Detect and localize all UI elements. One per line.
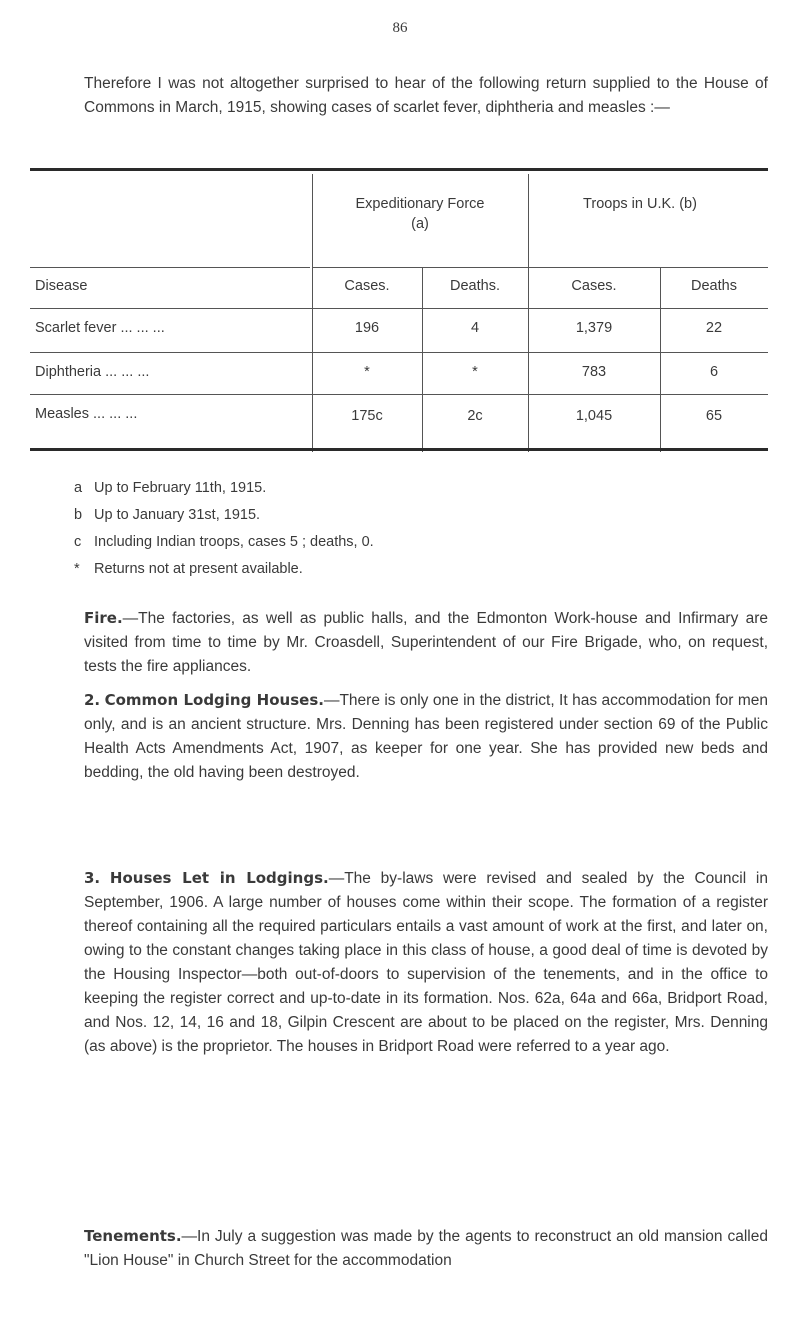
footnote: b Up to January 31st, 1915.	[74, 506, 261, 523]
column-header-uk-deaths: Deaths	[691, 278, 737, 294]
table-cell: 22	[705, 320, 723, 336]
table-cell: 1,379	[575, 320, 613, 336]
fire-heading: Fire.	[84, 609, 123, 627]
header-rule	[313, 267, 768, 268]
column-header-disease: Disease	[35, 278, 88, 294]
table-footnotes	[74, 474, 764, 582]
intro-paragraph: Therefore I was not altogether surprised to hear of the following return supplied to the House of Commons in March, 1915, showing cases of scarlet fever, diphtheria and measles :—	[84, 75, 768, 116]
table-cell: 6	[709, 364, 719, 380]
row-rule	[30, 394, 768, 395]
table-cell: *	[472, 364, 478, 380]
column-header-uk-cases: Cases.	[571, 278, 617, 294]
troops-uk-header: Troops in U.K. (b)	[583, 196, 697, 212]
table-top-rule	[30, 168, 768, 171]
footnote: a Up to February 11th, 1915.	[74, 479, 267, 496]
tenements-heading: Tenements.	[84, 1227, 182, 1245]
table-cell: *	[364, 364, 370, 380]
table-cell: 65	[705, 408, 723, 424]
houses-let-in-lodgings-heading: Houses Let in Lodgings.	[109, 869, 329, 887]
column-header-ef-deaths: Deaths.	[450, 278, 500, 294]
table-cell: 783	[581, 364, 607, 380]
table-cell: 196	[354, 320, 380, 336]
tenements-paragraph: Tenements.—In July a suggestion was made by the agents to reconstruct an old mansion called "Lion House" in Church Street for the accommodation	[84, 1227, 768, 1269]
table-row-disease: Diphtheria ... ... ...	[35, 364, 150, 380]
table-row-disease: Measles ... ... ...	[35, 406, 138, 422]
column-header-rule	[30, 308, 768, 309]
footnote: c Including Indian troops, cases 5 ; deaths, 0.	[74, 533, 374, 550]
table-bottom-rule	[30, 448, 768, 451]
table-cell: 1,045	[575, 408, 613, 424]
table-cell: 175c	[351, 408, 383, 424]
column-header-ef-cases: Cases.	[344, 278, 390, 294]
table-divider	[660, 268, 661, 452]
header-rule	[30, 267, 310, 268]
common-lodging-houses-heading: Common Lodging Houses.	[104, 691, 324, 709]
expeditionary-force-header: Expeditionary Force (a)	[355, 196, 485, 232]
common-lodging-houses-paragraph: 2. Common Lodging Houses.—There is only one in the district, It has accommodation for men only, and is an ancient structure. Mrs. Denning has been registered under section 69 of the Public Health Acts Amendments Act, 1907, as keeper for one year. She has provided new beds and bedding, the old having been destroyed.	[84, 691, 768, 781]
footnote: * Returns not at present available.	[74, 560, 303, 577]
table-divider	[422, 268, 423, 452]
row-rule	[30, 352, 768, 353]
table-row-disease: Scarlet fever ... ... ...	[35, 320, 165, 336]
fire-paragraph: Fire.—The factories, as well as public halls, and the Edmonton Work-house and Infirmary are visited from time to time by Mr. Croasdell, Superintendent of our Fire Brigade, who, on request, tests the fire appliances.	[84, 609, 768, 675]
page-number: 86	[392, 20, 408, 36]
houses-let-in-lodgings-paragraph: 3. Houses Let in Lodgings.—The by-laws were revised and sealed by the Council in September, 1906. A large number of houses come within their scope. The formation of a register thereof containing all the required particulars entails a vast amount of work at the first, and later on, owing to the constant changes taking place in this class of house, a good deal of time is devoted by the Housing Inspector—both out-of-doors to supervision of the tenements, and in the office to keeping the register correct and up-to-date in its formation. Nos. 62a, 64a and 66a, Bridport Road, and Nos. 12, 14, 16 and 18, Gilpin Crescent are about to be placed on the register, Mrs. Denning (as above) is the proprietor. The houses in Bridport Road were referred to a year ago.	[84, 869, 768, 1055]
table-cell: 2c	[467, 408, 483, 424]
table-cell: 4	[470, 320, 480, 336]
